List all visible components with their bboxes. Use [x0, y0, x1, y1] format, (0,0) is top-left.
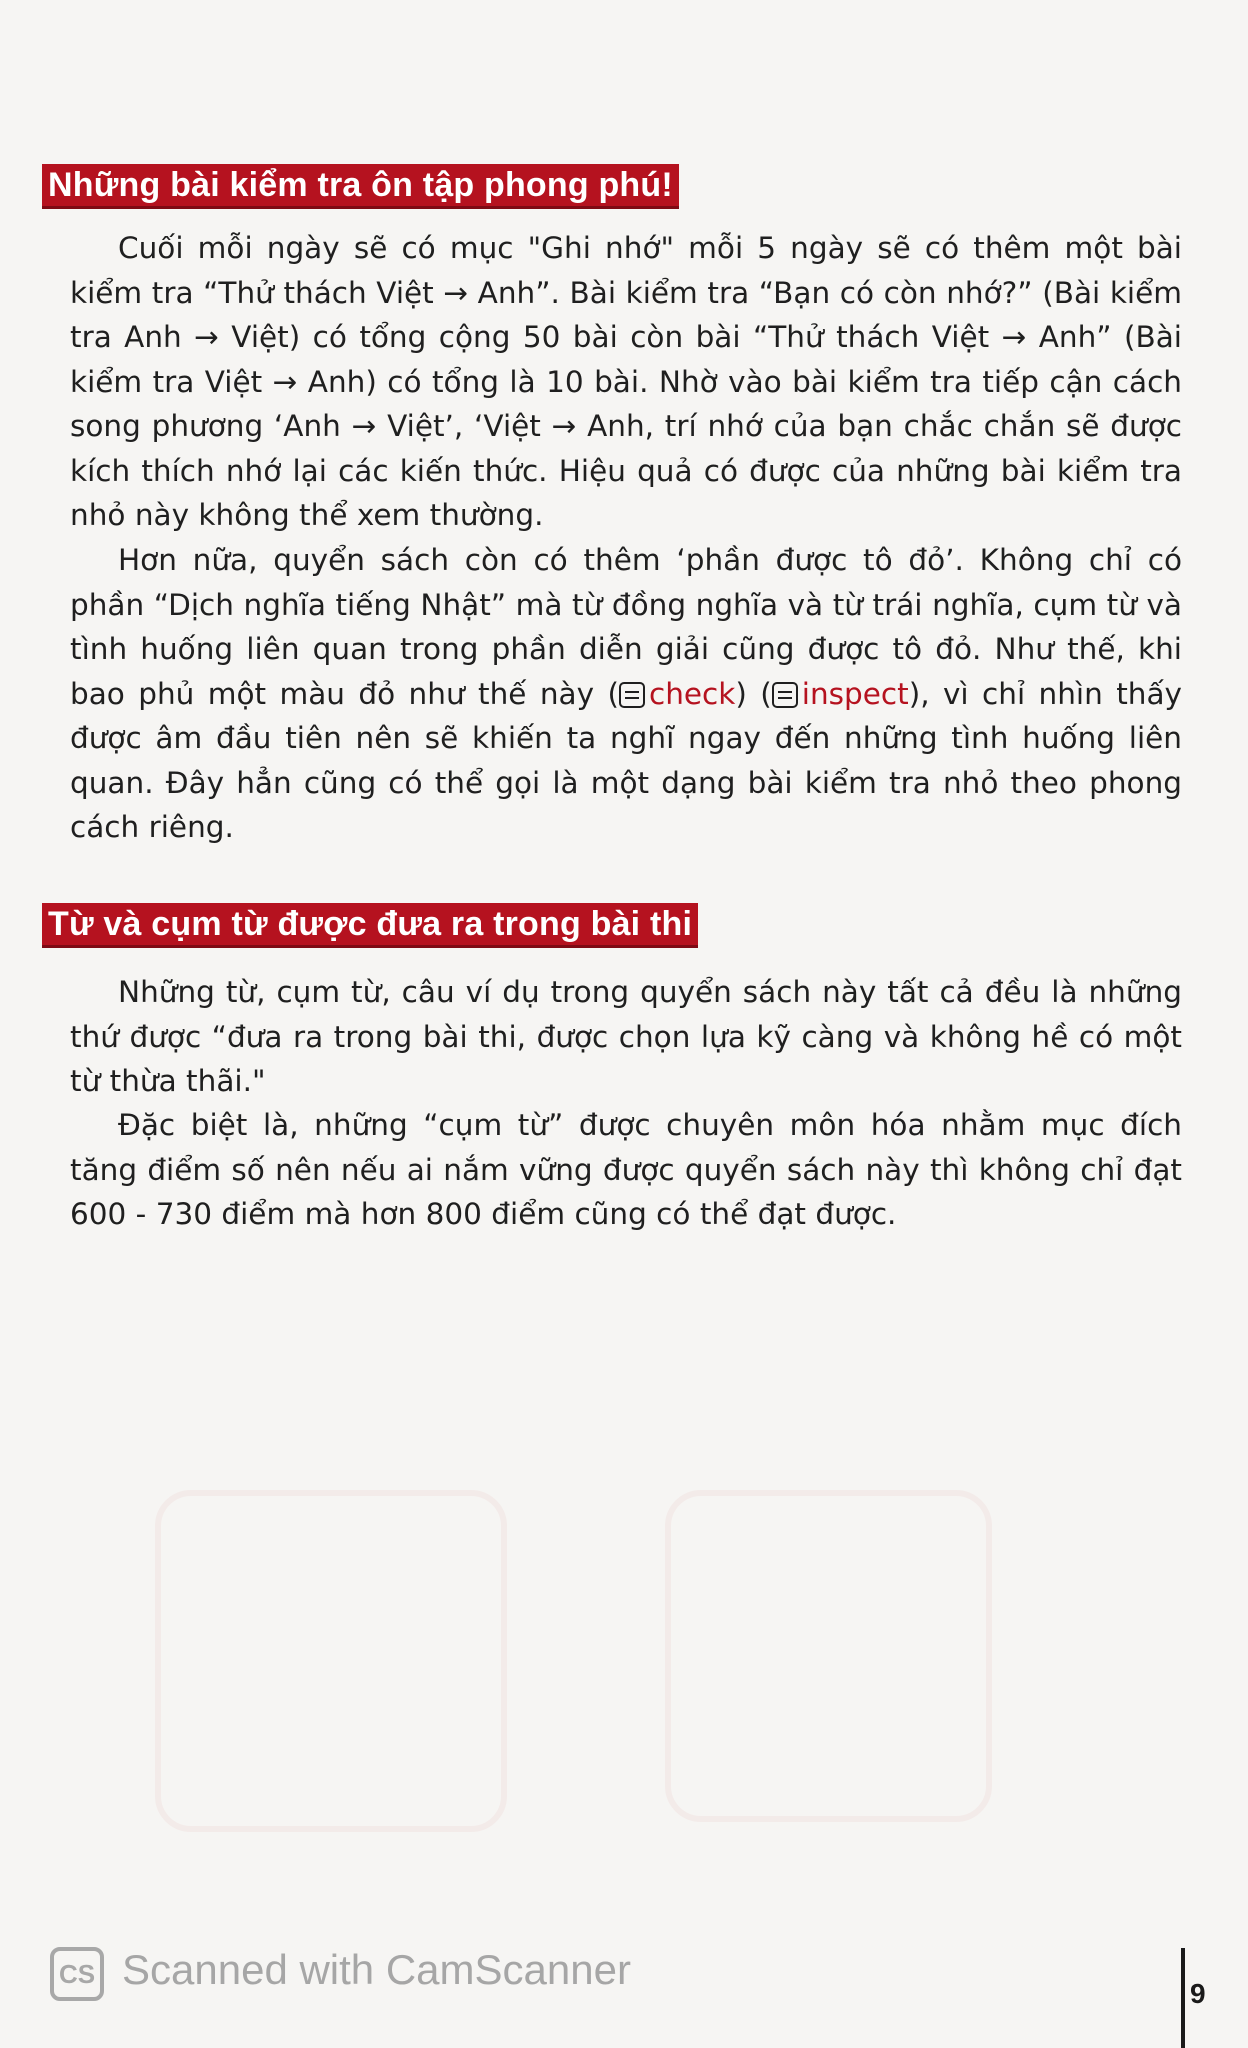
- paragraph-score-goal: Đặc biệt là, những “cụm từ” được chuyên môn hóa nhằm mục đích tăng điểm số nên nếu ai nắm vững được quyển sách này thì không chỉ đạt 600 - 730 điểm mà hơn 800 điểm cũng có thể đạt được.: [70, 1108, 1182, 1231]
- heading-underline: [42, 945, 698, 948]
- paragraph-review-tests: Cuối mỗi ngày sẽ có mục "Ghi nhớ" mỗi 5 ngày sẽ có thêm một bài kiểm tra “Thử thách Việt → Anh”. Bài kiểm tra “Bạn có còn nhớ?” (Bài kiểm tra Anh → Việt) có tổng cộng 50 bài còn bài “Thử thách Việt → Anh” (Bài kiểm tra Việt → Anh) có tổng là 10 bài. Nhờ vào bài kiểm tra tiếp cận cách song phương ‘Anh → Việt’, ‘Việt → Anh, trí nhớ của bạn chắc chắn sẽ được kích thích nhớ lại các kiến thức. Hiệu quả có được của những bài kiểm tra nhỏ này không thể xem thường.: [70, 231, 1182, 532]
- heading-text: Từ và cụm từ được đưa ra trong bài thi: [48, 905, 693, 943]
- check-label: check: [648, 676, 736, 711]
- note-lines-icon: [772, 682, 798, 708]
- scanner-watermark: Scanned with CamScanner: [122, 1946, 631, 1993]
- heading-text: Những bài kiểm tra ôn tập phong phú!: [48, 166, 673, 204]
- inspect-label: inspect: [801, 676, 909, 711]
- section-heading-exam-words: [42, 903, 698, 945]
- paragraph-red-highlight: [70, 538, 1182, 850]
- camscanner-logo: CS: [50, 1947, 104, 2001]
- page-number-rule: [1181, 1948, 1185, 2048]
- paragraph-text: Hơn nữa, quyển sách còn có thêm ‘phần được tô đỏ’. Không chỉ có phần “Dịch nghĩa tiếng Nhật” mà từ đồng nghĩa và từ trái nghĩa, cụm từ và tình huống liên quan trong phần diễn giải cũng được tô đỏ. Như thế, khi bao phủ một màu đỏ như thế này (: [70, 543, 1182, 711]
- page-number: 9: [1190, 1978, 1206, 2009]
- paragraph-text: ), vì chỉ nhìn thấy được âm đầu tiên nên sẽ khiến ta nghĩ ngay đến những tình huống liên quan. Đây hẳn cũng có thể gọi là một dạng bài kiểm tra nhỏ theo phong cách riêng.: [70, 676, 1182, 844]
- paragraph-exam-words: Những từ, cụm từ, câu ví dụ trong quyển sách này tất cả đều là những thứ được “đưa ra trong bài thi, được chọn lựa kỹ càng và không hề có một từ thừa thãi.": [70, 975, 1182, 1098]
- bleed-through-box: [155, 1490, 507, 1832]
- check-reference: [619, 677, 735, 711]
- inspect-reference: [772, 677, 909, 711]
- heading-underline: [42, 206, 679, 209]
- note-lines-icon: [619, 682, 645, 708]
- paragraph-text: ) (: [735, 676, 772, 711]
- section-heading-review-tests: [42, 164, 679, 206]
- bleed-through-box: [665, 1490, 992, 1822]
